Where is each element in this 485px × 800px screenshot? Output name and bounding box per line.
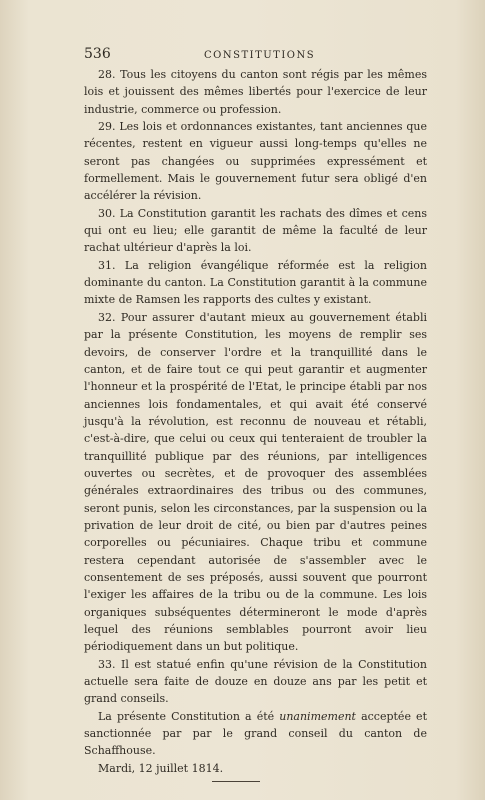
closing-statement [84,708,427,760]
article-33: 33. Il est statué enfin qu'une révision de la Constitution actuelle sera faite de douze en douze ans par les petit et grand conseils. [84,657,427,706]
article-31: 31. La religion évangélique réformée est la religion dominante du canton. La Constitution garantit à la commune mixte de Ramsen les rapports des cultes y existant. [84,258,427,307]
article-29: 29. Les lois et ordonnances existantes, tant anciennes que récentes, restent en vigueur aussi long-temps qu'elles ne seront pas changées ou supprimées expressément et formellement. Mais le gouvernement futur sera obligé d'en accélérer la révision. [84,120,427,203]
page-number: 536 [84,46,111,62]
closing-before: La présente Constitution a été [98,709,280,723]
body-text [84,66,427,777]
running-head: CONSTITUTIONS [204,50,316,61]
closing-rule [212,781,260,782]
page-header [84,46,427,66]
article-32: 32. Pour assurer d'autant mieux au gouvernement établi par la présente Constitution, les moyens de remplir ses devoirs, de conserver l'ordre et la tranquillité dans le canton, et de faire tout ce qui peut garantir et augmenter l'honneur et la prospérité de l'Etat, le principe établi par nos anciennes lois fondamentales, et qui avait été conservé jusqu'à la révolution, est reconnu de nouveau et rétabli, c'est-à-dire, que celui ou ceux qui tenteraient de troubler la tranquillité publique par des réunions, par intelligences ouvertes ou secrètes, et de provoquer des assemblées générales extraordinaires des tribus ou des communes, seront punis, selon les circonstances, par la suspension ou la privation de leur droit de cité, ou bien par d'autres peines corporelles ou pécuniaires. Chaque tribu et commune restera cependant autorisée de s'assembler avec le consentement de ses préposés, aussi souvent que pourront l'exiger les affaires de la tribu ou de la commune. Les lois organiques subséquentes détermineront le mode d'après lequel des réunions semblables pourront avoir lieu périodiquement dans un but politique. [84,310,427,654]
date-line: Mardi, 12 juillet 1814. [98,761,224,775]
text-block [84,46,427,782]
article-28: 28. Tous les citoyens du canton sont régis par les mêmes lois et jouissent des mêmes libertés pour l'exercice de leur industrie, commerce ou profession. [84,68,427,116]
closing-emphasis: unanimement [279,709,356,723]
article-30: 30. La Constitution garantit les rachats des dîmes et cens qui ont eu lieu; elle garantit de même la faculté de leur rachat ultérieur d'après la loi. [84,206,427,255]
closing-after: acceptée et sanctionnée par par le grand conseil du canton de Schaffhouse. [84,709,427,758]
